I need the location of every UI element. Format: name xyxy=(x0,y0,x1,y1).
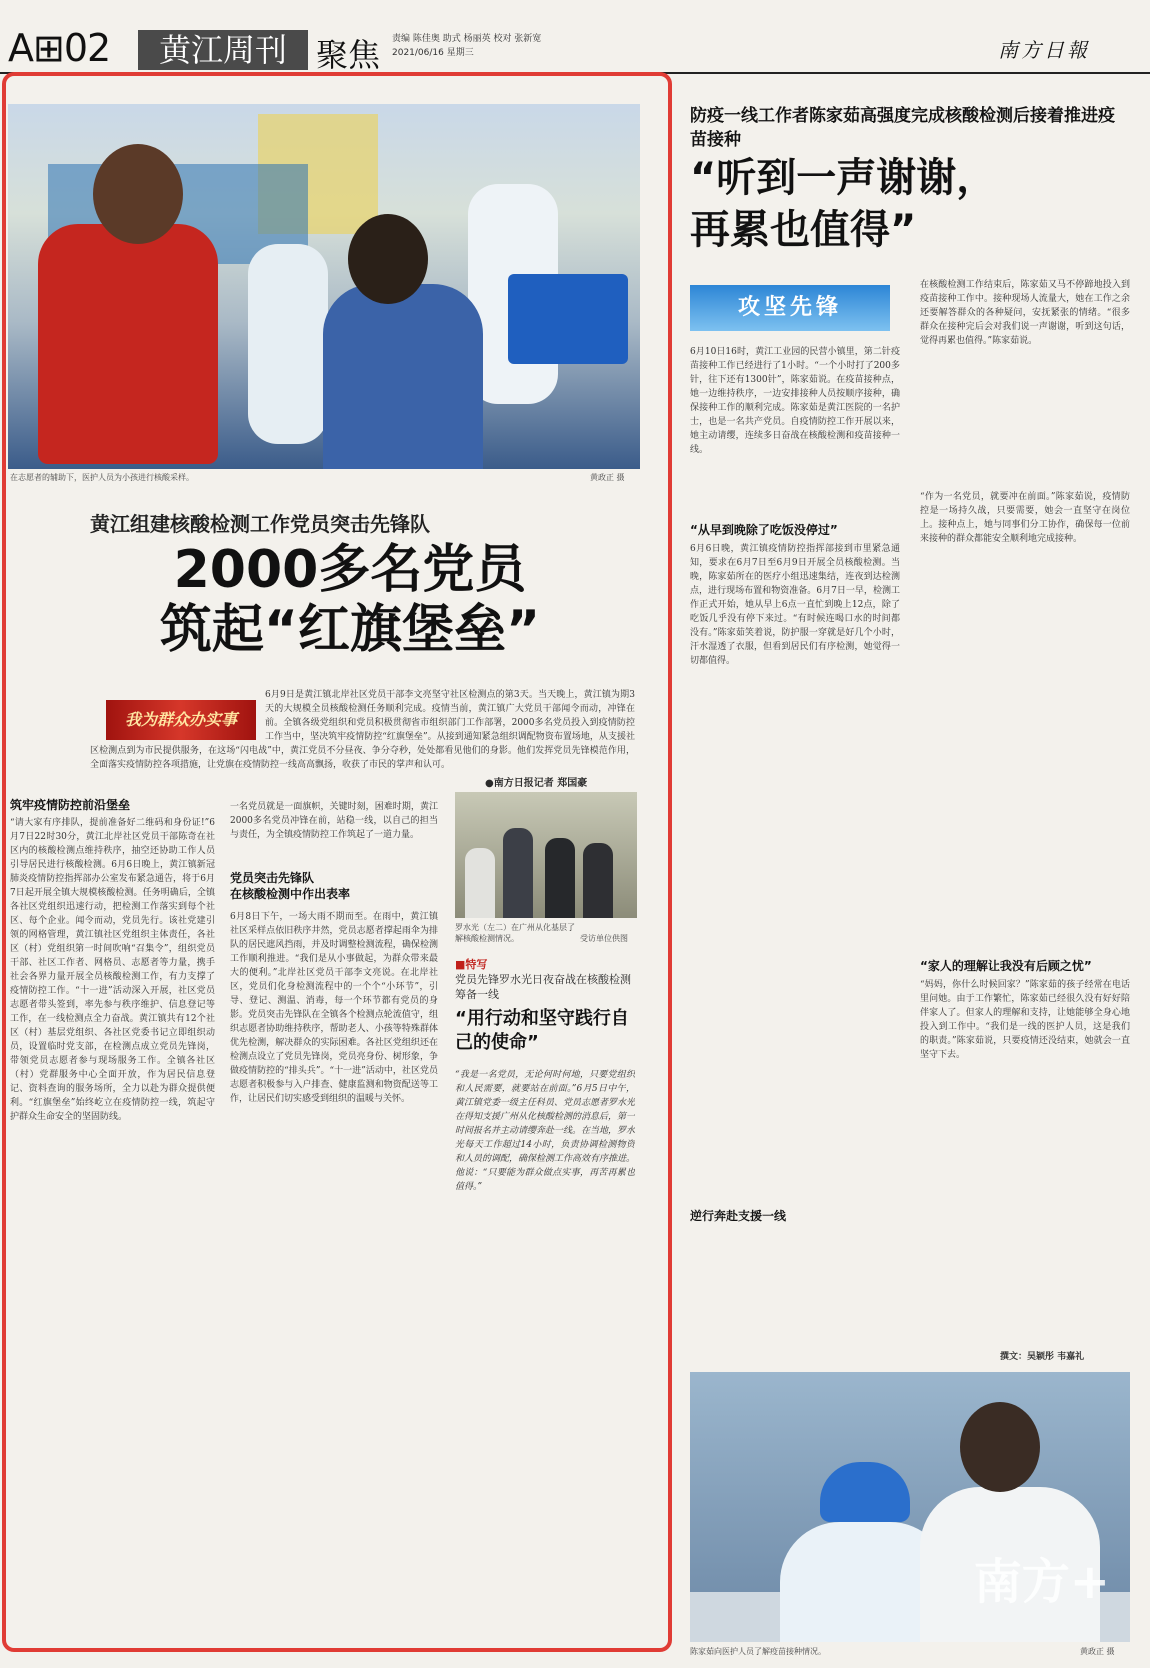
right-kicker: 防疫一线工作者陈家茹高强度完成核酸检测后接着推进疫苗接种 xyxy=(690,106,1115,150)
right-photo-caption: 陈家茹向医护人员了解疫苗接种情况。 xyxy=(690,1647,826,1656)
right-col-b-head: 逆行奔赴支援一线 xyxy=(690,1209,787,1223)
left-lead-paragraph xyxy=(90,688,635,772)
side-photo-caption: 罗水光（左二）在广州从化基层了解核酸检测情况。 xyxy=(455,923,575,943)
left-section2-line2: 在核酸检测中作出表率 xyxy=(230,887,351,901)
section-focus: 聚焦 xyxy=(316,36,381,74)
right-col-c-byline: 撰文：吴颖彤 韦嘉礼 xyxy=(1000,1352,1085,1362)
side-photo xyxy=(455,792,637,918)
lead-photo-caption: 在志愿者的辅助下，医护人员为小孩进行核酸采样。 xyxy=(10,473,194,482)
feature-text: “我是一名党员，无论何时何地，只要党组织和人民需要，就要站在前面。”6月5日中午，黄江镇党委一级主任科员、党员志愿者罗水光在得知支援广州从化核酸检测的消息后，第一时间报名并主动请缨奔赴一线。在当地，罗水光每天工作超过14小时，负责协调检测物资和人员的调配，确保检测工作高效有序推进。他说：“只要能为群众做点实事，再苦再累也值得。” xyxy=(455,1070,635,1192)
editor-credits xyxy=(392,32,541,60)
left-headline-line1: 2000多名党员 xyxy=(173,540,527,600)
right-photo-credit: 黄政正 摄 xyxy=(1080,1647,1115,1656)
right-headline-line2: 再累也值得” xyxy=(690,207,917,253)
credits-line: 责编 陈佳奥 助式 杨丽英 校对 张新宽 xyxy=(392,34,542,44)
section-title: 黄江周刊 xyxy=(138,30,308,70)
campaign-banner: 我为群众办实事 xyxy=(106,700,256,740)
page-number: A⊞02 xyxy=(8,26,111,70)
right-col-a-head: “从早到晚除了吃饭没停过” xyxy=(690,523,838,537)
left-col2-intro: 一名党员就是一面旗帜，关键时刻，困难时期，黄江2000多名党员冲锋在前，站稳一线，以自己的担当与责任，为全镇疫情防控工作筑起了一道力量。 xyxy=(230,802,438,840)
masthead xyxy=(0,0,1150,74)
right-headline xyxy=(690,152,1130,256)
feature-kicker: 党员先锋罗水光日夜奋战在核酸检测筹备一线 xyxy=(455,973,631,1001)
left-section1-head: 筑牢疫情防控前沿堡垒 xyxy=(10,798,131,812)
right-photo xyxy=(690,1372,1130,1642)
right-col-b-text2: “作为一名党员，就要冲在前面。”陈家茹说，疫情防控是一场持久战，只要需要，她会一直坚守在岗位上。接种点上，她与同事们分工协作，确保每一位前来接种的群众都能安全顺利地完成接种。 xyxy=(920,492,1130,544)
right-headline-line1: “听到一声谢谢， xyxy=(690,155,997,201)
watermark-logo: 南方+ xyxy=(973,1554,1110,1610)
feature-tag: ■特写 xyxy=(455,958,488,971)
right-banner: 攻坚先锋 xyxy=(690,285,890,331)
issue-date: 2021/06/16 星期三 xyxy=(392,48,474,58)
left-kicker: 黄江组建核酸检测工作党员突击先锋队 xyxy=(90,512,430,536)
left-lead-text: 6月9日是黄江镇北岸社区党员干部李文亮坚守社区检测点的第3天。当天晚上，黄江镇为期3天的大规模全员核酸检测任务顺利完成。疫情当前，黄江镇广大党员干部闻令而动，冲锋在前。全镇各级党组织和党员积极贯彻省市组织部门工作部署，2000多名党员投入到疫情防控工作当中，坚决筑牢疫情防控“红旗堡垒”。从接到通知紧急组织调配物资布置场地，从支援社区检测点到为市民提供服务，在这场“闪电战”中，黄江党员不分昼夜、争分夺秒，处处都看见他们的身影。他们发挥党员先锋模范作用，全面落实疫情防控各项措施，让党旗在疫情防控一线高高飘扬，收获了市民的掌声和认可。 xyxy=(90,690,635,770)
left-section2-head xyxy=(230,870,350,902)
left-col2-text: 6月8日下午，一场大雨不期而至。在雨中，黄江镇社区采样点依旧秩序井然，党员志愿者撑起雨伞为排队的居民遮风挡雨，并及时调整检测流程，确保检测工作顺利推进。“我们是从小事做起，为群众带来最大的便利。”北岸社区党员干部李文亮说。在北岸社区，党员们化身检测流程中的一个个“小环节”，引导、登记、测温、消毒，每一个环节都有党员的身影。党员突击先锋队在全镇各个检测点轮流值守，组织志愿者协助维持秩序，帮助老人、小孩等特殊群体优先检测，解决群众的实际困难。各社区党组织还在检测点设立了党员先锋岗，党员亮身份、树形象，争做疫情防控的“排头兵”。“十一进”活动中，社区党员志愿者积极参与入户排查、健康监测和物资配送等工作，让居民们切实感受到组织的温暖与关怀。 xyxy=(230,912,438,1104)
left-headline-line2: 筑起“红旗堡垒” xyxy=(159,600,541,660)
right-col-a-text: 6月10日16时，黄江工业园的民营小镇里，第二针疫苗接种工作已经进行了1小时。“一个小时打了200多针，往下还有1300针”，陈家茹说。在疫苗接种点，她一边维持秩序，一边安排接种人员按顺序接种，确保接种工作的顺利完成。陈家茹是黄江医院的一名护士，也是一名共产党员。自疫情防控工作开展以来，她主动请缨，连续多日奋战在核酸检测和疫苗接种一线。 xyxy=(690,347,900,455)
right-col-c-text: “妈妈，你什么时候回家？”陈家茹的孩子经常在电话里问她。由于工作繁忙，陈家茹已经很久没有好好陪伴家人了。但家人的理解和支持，让她能够全身心地投入到工作中。“我们是一线的医护人员，这是我们的职责。”陈家茹说，只要疫情还没结束，她就会一直坚守下去。 xyxy=(920,980,1130,1060)
left-section2-line1: 党员突击先锋队 xyxy=(230,871,315,885)
newspaper-logo: 南方日報 xyxy=(998,38,1090,62)
left-byline: ●南方日报记者 郑国豪 xyxy=(485,778,588,789)
right-col-c-head: “家人的理解让我没有后顾之忧” xyxy=(920,959,1092,973)
left-col1-text: “请大家有序排队，提前准备好二维码和身份证!”6月7日22时30分，黄江北岸社区党员干部陈奇在社区内的核酸检测点维持秩序，抽空还协助工作人员引导居民进行核酸检测。6月6日晚上，黄江镇新冠肺炎疫情防控指挥部办公室发布紧急通告，将于6月7日起开展全镇大规模核酸检测。任务明确后，全镇各社区党组织迅速行动，把检测工作落实到每个社区、每个企业。闻令而动，党员先行。该社党建引领的网格管理，黄江镇社区党组织主体责任，各社区（村）党组织第一时间吹响“召集令”，组织党员干部、社区工作者、网格员、志愿者等力量，携手社会各界力量开展全员核酸检测工作，有力支撑了疫情防控工作。“十一进”活动深入开展，社区党员志愿者带头签到，率先参与秩序维护、信息登记等工作，在一线检测点全力奋战。黄江镇共有12个社区（村）基层党组织、各社区党委书记立即组织动员，设置临时党支部，在检测点成立党员先锋岗，带领党员志愿者参与现场服务工作。全镇各社区（村）党群服务中心全面开放，作为居民信息登记、资料查询的服务场所，全力以赴为群众提供便利。“红旗堡垒”始终屹立在疫情防控一线，筑起守护群众生命安全的坚固防线。 xyxy=(10,818,215,1122)
side-photo-credit: 受访单位供图 xyxy=(580,934,628,943)
lead-photo xyxy=(8,104,640,469)
lead-photo-credit: 黄政正 摄 xyxy=(590,473,625,482)
right-col-b-text: 在核酸检测工作结束后，陈家茹又马不停蹄地投入到疫苗接种工作中。接种现场人流量大，她在工作之余还要解答群众的各种疑问，安抚紧张的情绪。“很多群众在接种完后会对我们说一声谢谢，听到这句话，觉得再累也值得。”陈家茹说。 xyxy=(920,280,1130,346)
right-col-a-text2: 6月6日晚，黄江镇疫情防控指挥部接到市里紧急通知，要求在6月7日至6月9日开展全员核酸检测。当晚，陈家茹所在的医疗小组迅速集结，连夜到达检测点，进行现场布置和物资准备。6月7日一早，检测工作正式开始，她从早上6点一直忙到晚上12点，除了吃饭几乎没有停下来过。“有时候连喝口水的时间都没有。”陈家茹笑着说，防护服一穿就是好几个小时，汗水湿透了衣服，但看到居民们有序检测，她觉得一切都值得。 xyxy=(690,544,900,666)
left-headline xyxy=(90,540,610,660)
feature-headline: “用行动和坚守践行自己的使命” xyxy=(455,1008,629,1053)
